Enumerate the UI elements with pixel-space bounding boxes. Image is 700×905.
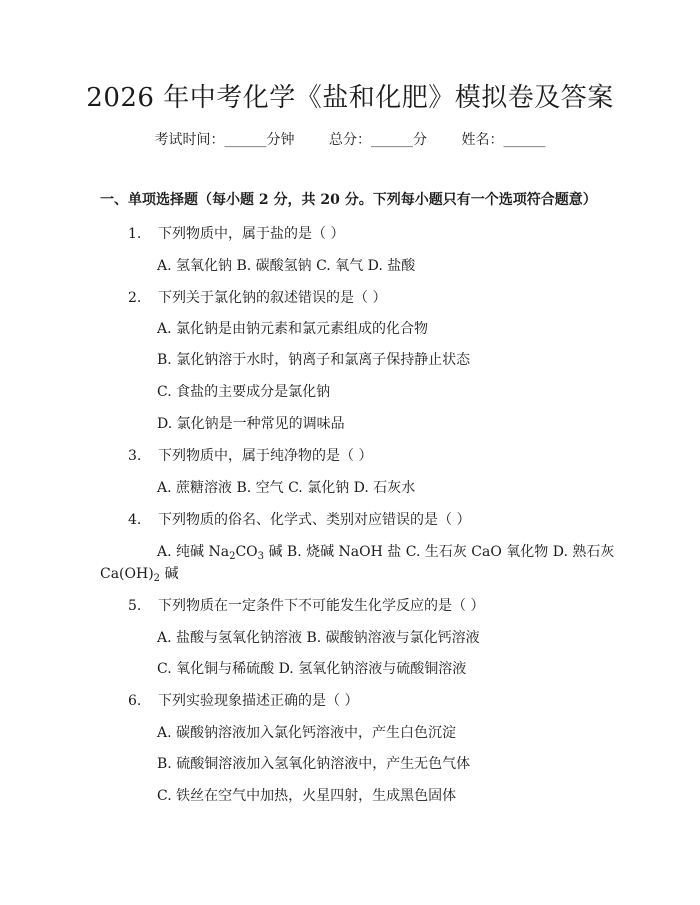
question-2-option-d: D. 氯化钠是一种常见的调味品 xyxy=(157,416,345,432)
question-6 xyxy=(128,689,358,713)
option-text: A. 纯碱 Na xyxy=(157,544,230,560)
question-number: 1. xyxy=(128,226,142,242)
subscript: 2 xyxy=(153,573,161,584)
question-2-option-a: A. 氯化钠是由钠元素和氯元素组成的化合物 xyxy=(157,321,429,337)
question-number: 2. xyxy=(128,290,142,306)
question-6-option-c: C. 铁丝在空气中加热，火星四射，生成黑色固体 xyxy=(157,788,457,804)
question-3 xyxy=(128,444,372,468)
question-number: 6. xyxy=(128,693,142,709)
option-text: Ca(OH) xyxy=(100,566,154,582)
question-stem: 下列实验现象描述正确的是（ ） xyxy=(158,693,359,709)
question-1-options: A. 氢氧化钠 B. 碳酸氢钠 C. 氧气 D. 盐酸 xyxy=(157,258,416,274)
question-5-options-line2: C. 氧化铜与稀硫酸 D. 氢氧化钠溶液与硫酸铜溶液 xyxy=(157,661,467,677)
question-2-option-c: C. 食盐的主要成分是氯化钠 xyxy=(157,384,331,400)
question-6-option-b: B. 硫酸铜溶液加入氢氧化钠溶液中，产生无色气体 xyxy=(157,756,471,772)
question-stem: 下列物质的俗名、化学式、类别对应错误的是（ ） xyxy=(158,512,471,528)
subscript: 3 xyxy=(257,551,265,562)
question-4-options-line2 xyxy=(100,562,179,586)
section-heading: 一、单项选择题（每小题 2 分，共 20 分。下列每小题只有一个选项符合题意） xyxy=(100,192,597,208)
question-stem: 下列关于氯化钠的叙述错误的是（ ） xyxy=(158,290,387,306)
question-stem: 下列物质中，属于纯净物的是（ ） xyxy=(158,448,373,464)
page-title: 2026 年中考化学《盐和化肥》模拟卷及答案 xyxy=(86,83,614,113)
exam-meta xyxy=(0,128,700,152)
option-text: CO xyxy=(235,544,258,560)
question-5 xyxy=(128,594,484,618)
question-number: 5. xyxy=(128,598,142,614)
student-name-field: 姓名：______ xyxy=(461,132,546,148)
question-number: 4. xyxy=(128,512,142,528)
total-score-field: 总分：______分 xyxy=(329,132,427,148)
exam-time-field: 考试时间：______分钟 xyxy=(154,132,295,148)
question-stem: 下列物质中，属于盐的是（ ） xyxy=(158,226,345,242)
option-text: 碱 xyxy=(160,566,179,582)
question-5-options-line1: A. 盐酸与氢氧化钠溶液 B. 碳酸钠溶液与氯化钙溶液 xyxy=(157,630,480,646)
question-6-option-a: A. 碳酸钠溶液加入氯化钙溶液中，产生白色沉淀 xyxy=(157,725,457,741)
question-stem: 下列物质在一定条件下不可能发生化学反应的是（ ） xyxy=(158,598,485,614)
question-3-options: A. 蔗糖溶液 B. 空气 C. 氯化钠 D. 石灰水 xyxy=(157,480,416,496)
question-4-options-line1 xyxy=(157,540,614,564)
question-number: 3. xyxy=(128,448,142,464)
question-2-option-b: B. 氯化钠溶于水时，钠离子和氯离子保持静止状态 xyxy=(157,352,471,368)
option-text: 碱 B. 烧碱 NaOH 盐 C. 生石灰 CaO 氧化物 D. 熟石灰 xyxy=(264,544,615,560)
subscript: 2 xyxy=(229,551,236,562)
question-4 xyxy=(128,508,470,532)
question-1 xyxy=(128,222,344,246)
question-2 xyxy=(128,286,386,310)
